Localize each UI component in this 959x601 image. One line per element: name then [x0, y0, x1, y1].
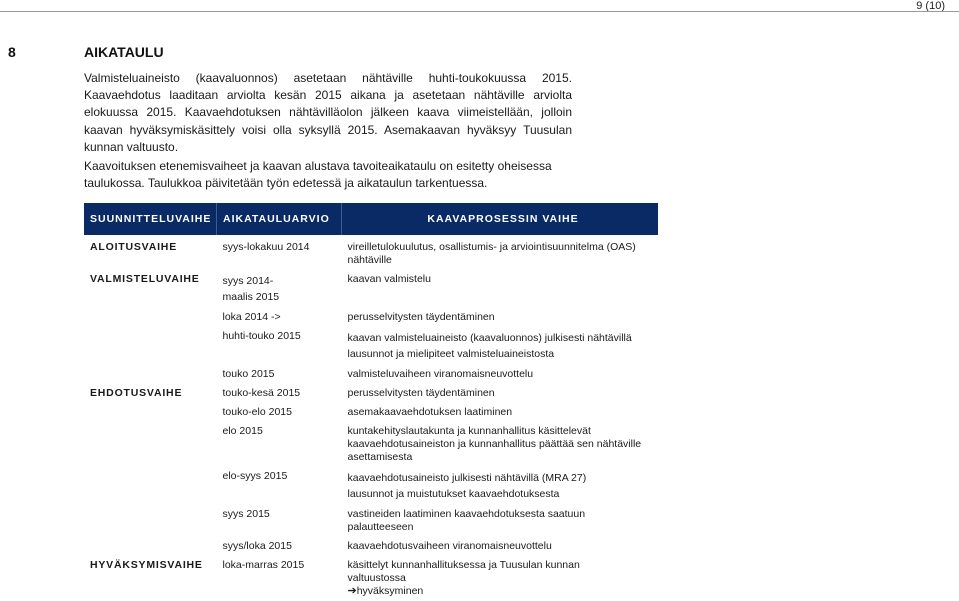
phase-cell — [84, 467, 217, 505]
phase-cell: VALMISTELUVAIHE — [90, 273, 200, 285]
step-cell: perusselvitysten täydentäminen — [347, 387, 495, 399]
table-row — [84, 327, 658, 365]
step-cell: asemakaavaehdotuksen laatiminen — [347, 406, 513, 418]
phase-cell — [84, 327, 217, 365]
table-row — [84, 235, 658, 270]
right-arrow-icon: ➔ — [347, 585, 357, 597]
step-cell: vastineiden laatiminen kaavaehdotuksesta saatuun palautteeseen — [347, 508, 586, 533]
schedule-table — [84, 203, 658, 601]
time-cell: syys/loka 2015 — [222, 540, 292, 552]
table-row — [84, 505, 658, 537]
phase-cell: HYVÄKSYMISVAIHE — [90, 559, 203, 571]
table-header-row — [84, 203, 658, 235]
time-cell: loka-marras 2015 — [222, 559, 305, 571]
step-line: hyväksyminen — [356, 585, 424, 597]
time-cell: syys 2015 — [222, 508, 270, 520]
table-row — [84, 270, 658, 308]
paragraph-table-intro: Kaavoituksen etenemisvaiheet ja kaavan alustava tavoiteaikataulu on esitetty oheisessa taulukossa. Taulukkoa päivitetään työn edetessä ja aikataulun tarkentuessa. — [84, 159, 552, 191]
time-cell: loka 2014 -> — [222, 311, 281, 323]
table-row — [84, 467, 658, 505]
step-line: kaavaehdotusaineisto julkisesti nähtävillä (MRA 27) — [347, 472, 587, 484]
header-rule — [0, 11, 959, 12]
phase-cell — [84, 403, 217, 422]
time-line: syys 2014- — [222, 275, 274, 287]
time-cell: touko-kesä 2015 — [222, 387, 301, 399]
phase-cell — [84, 365, 217, 384]
step-cell: kuntakehityslautakunta ja kunnanhallitus käsittelevät kaavaehdotusaineiston ja kunnanhallitus päättää sen nähtäville asettamisesta — [347, 425, 642, 463]
paragraph-schedule-intro: Valmisteluaineisto (kaavaluonnos) asetetaan nähtäville huhti-toukokuussa 2015. Kaavaehdotus laaditaan arviolta kesän 2015 aikana ja asetetaan nähtäville arviolta elokuussa 2015. Kaavaehdotuksen nähtävilläolon jälkeen kaava viimeistellään, jolloin kaavan hyväksymiskäsittely voisi olla syksyllä 2015. Asemakaavan hyväksyy Tuusulan kunnan valtuusto. — [84, 71, 572, 154]
header-phase: SUUNNITTELUVAIHE — [84, 203, 217, 235]
step-cell: perusselvitysten täydentäminen — [347, 311, 495, 323]
step-cell — [342, 556, 659, 601]
step-line: lausunnot ja mielipiteet valmisteluaineistosta — [347, 348, 555, 360]
phase-cell: ALOITUSVAIHE — [90, 241, 177, 253]
section-number: 8 — [8, 44, 16, 60]
section-title: AIKATAULU — [84, 44, 164, 60]
page-number: 9 (10) — [916, 0, 945, 12]
time-cell: elo 2015 — [222, 425, 263, 437]
step-cell: valmisteluvaiheen viranomaisneuvottelu — [347, 368, 534, 380]
phase-cell — [84, 422, 217, 467]
time-cell: syys-lokakuu 2014 — [222, 241, 310, 253]
phase-cell — [84, 308, 217, 327]
phase-cell — [84, 505, 217, 537]
time-cell: huhti-touko 2015 — [222, 330, 301, 342]
step-cell — [342, 327, 659, 365]
table-row — [84, 422, 658, 467]
step-line: lausunnot ja muistutukset kaavaehdotuksesta — [347, 488, 560, 500]
step-line: käsittelyt kunnanhallituksessa ja Tuusulan kunnan valtuustossa — [347, 559, 580, 584]
table-row — [84, 537, 658, 556]
table-row — [84, 403, 658, 422]
time-cell — [217, 270, 342, 308]
time-cell: elo-syys 2015 — [222, 470, 288, 482]
step-line: kaavan valmisteluaineisto (kaavaluonnos) julkisesti nähtävillä — [347, 332, 632, 344]
step-cell: kaavaehdotusvaiheen viranomaisneuvottelu — [347, 540, 552, 552]
time-cell: touko 2015 — [222, 368, 275, 380]
phase-cell — [84, 537, 217, 556]
table-row — [84, 365, 658, 384]
table-row — [84, 556, 658, 601]
table-row — [84, 384, 658, 403]
header-time: AIKATAULUARVIO — [217, 203, 342, 235]
phase-cell: EHDOTUSVAIHE — [90, 387, 183, 399]
table-row — [84, 308, 658, 327]
step-cell: kaavan valmistelu — [347, 273, 431, 285]
time-cell: touko-elo 2015 — [222, 406, 292, 418]
header-step: KAAVAPROSESSIN VAIHE — [342, 203, 659, 235]
step-cell: vireilletulokuulutus, osallistumis- ja arviointisuunnitelma (OAS) nähtäville — [347, 241, 636, 266]
step-cell — [342, 467, 659, 505]
time-line: maalis 2015 — [222, 291, 280, 303]
